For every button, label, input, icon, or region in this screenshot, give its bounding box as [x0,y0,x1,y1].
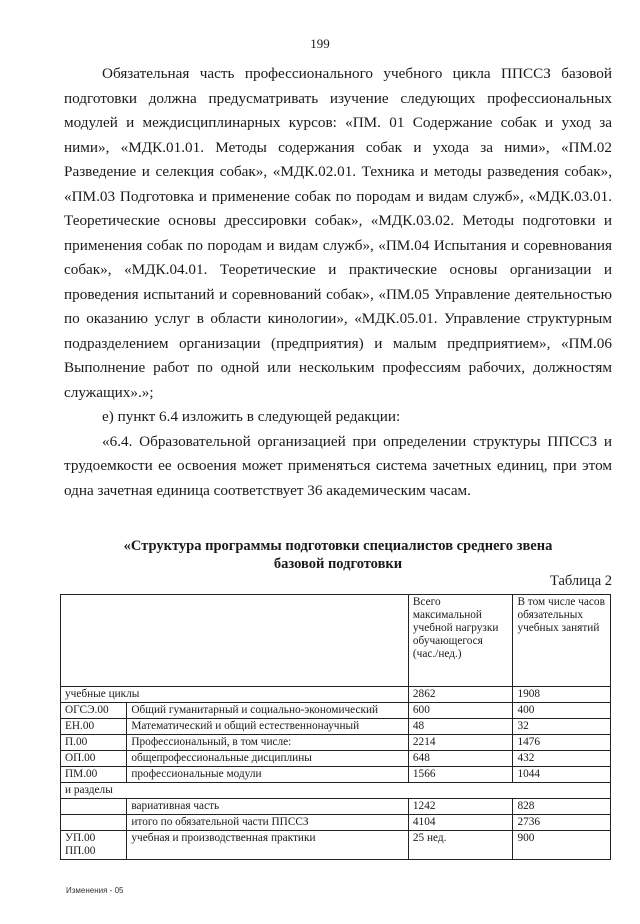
table-label: Таблица 2 [549,573,612,589]
row-name: итого по обязательной части ППССЗ [127,815,409,831]
row-required: 1908 [513,687,611,703]
row-code: ОП.00 [61,751,127,767]
row-name: учебная и производственная практики [127,831,409,860]
row-required: 432 [513,751,611,767]
section-title-line-1: «Структура программы подготовки специалистов среднего звена [123,538,553,554]
row-total: 648 [408,751,513,767]
page-number: 199 [310,36,330,51]
row-label: и разделы [61,783,611,799]
table-row [61,815,611,831]
paragraph-6-4: «6.4. Образовательной организацией при определении структуры ППССЗ и трудоемкости ее освоения может применяться система зачетных единиц, при этом одна зачетная единица соответствует 36 академическим часам. [64,432,612,499]
row-name: Общий гуманитарный и социально-экономический [127,703,409,719]
table-header-row [61,595,611,687]
row-name: Профессиональный, в том числе: [127,735,409,751]
row-total: 1242 [408,799,513,815]
row-total: 1566 [408,767,513,783]
row-code-line: ПП.00 [65,845,96,857]
table-row [61,719,611,735]
row-code: ОГСЭ.00 [61,703,127,719]
row-total: 2214 [408,735,513,751]
row-required: 32 [513,719,611,735]
body-text [64,62,612,503]
row-code: ЕН.00 [61,719,127,735]
structure-table [60,594,611,860]
table-row [61,703,611,719]
header-empty-cell [61,595,409,687]
row-required: 828 [513,799,611,815]
header-required-hours: В том числе часов обязательных учебных занятий [513,595,611,687]
row-code [61,815,127,831]
row-name: вариативная часть [127,799,409,815]
row-code [61,799,127,815]
row-total: 48 [408,719,513,735]
row-required: 400 [513,703,611,719]
header-total-load: Всего максимальной учебной нагрузки обучающегося (час./нед.) [408,595,513,687]
row-total: 25 нед. [408,831,513,860]
paragraph-modules: Обязательная часть профессионального учебного цикла ППССЗ базовой подготовки должна предусматривать изучение следующих профессиональных модулей и междисциплинарных курсов: «ПМ. 01 Содержание собак и уход за ними», «МДК.01.01. Методы содержания собак и ухода за ними», «ПМ.02 Разведение и селекция собак», «МДК.02.01. Техника и методы разведения собак», «ПМ.03 Подготовка и применение собак по породам и видам служб», «МДК.03.01. Теоретические основы дрессировки собак», «МДК.03.02. Методы подготовки и применения собак по породам и видам служб», «ПМ.04 Испытания и соревнования собак», «МДК.04.01. Теоретические и практические основы организации и проведения испытаний и соревнований собак», «ПМ.05 Управление деятельностью по оказанию услуг в области кинологии», «МДК.05.01. Управление структурным подразделением организации (предприятия) и малым предприятием», «ПМ.06 Выполнение работ по одной или нескольким профессиям рабочих, должностям служащих».»; [64,65,612,401]
table-row [61,767,611,783]
section-title [64,537,612,573]
row-code-line: УП.00 [65,832,96,844]
table-row [61,687,611,703]
page-footer: Изменения - 05 [66,886,124,895]
row-label: учебные циклы [61,687,409,703]
row-required: 900 [513,831,611,860]
row-total: 4104 [408,815,513,831]
row-required: 1476 [513,735,611,751]
table-row [61,799,611,815]
row-total: 600 [408,703,513,719]
section-title-line-2: базовой подготовки [273,556,403,572]
row-name: общепрофессиональные дисциплины [127,751,409,767]
row-code: ПМ.00 [61,767,127,783]
table-row [61,783,611,799]
row-name: профессиональные модули [127,767,409,783]
paragraph-item-e: е) пункт 6.4 изложить в следующей редакции: [102,408,401,425]
row-total: 2862 [408,687,513,703]
row-required: 1044 [513,767,611,783]
row-code: П.00 [61,735,127,751]
table-row [61,751,611,767]
table-row [61,735,611,751]
row-code [61,831,127,860]
table-row [61,831,611,860]
row-required: 2736 [513,815,611,831]
row-name: Математический и общий естественнонаучный [127,719,409,735]
